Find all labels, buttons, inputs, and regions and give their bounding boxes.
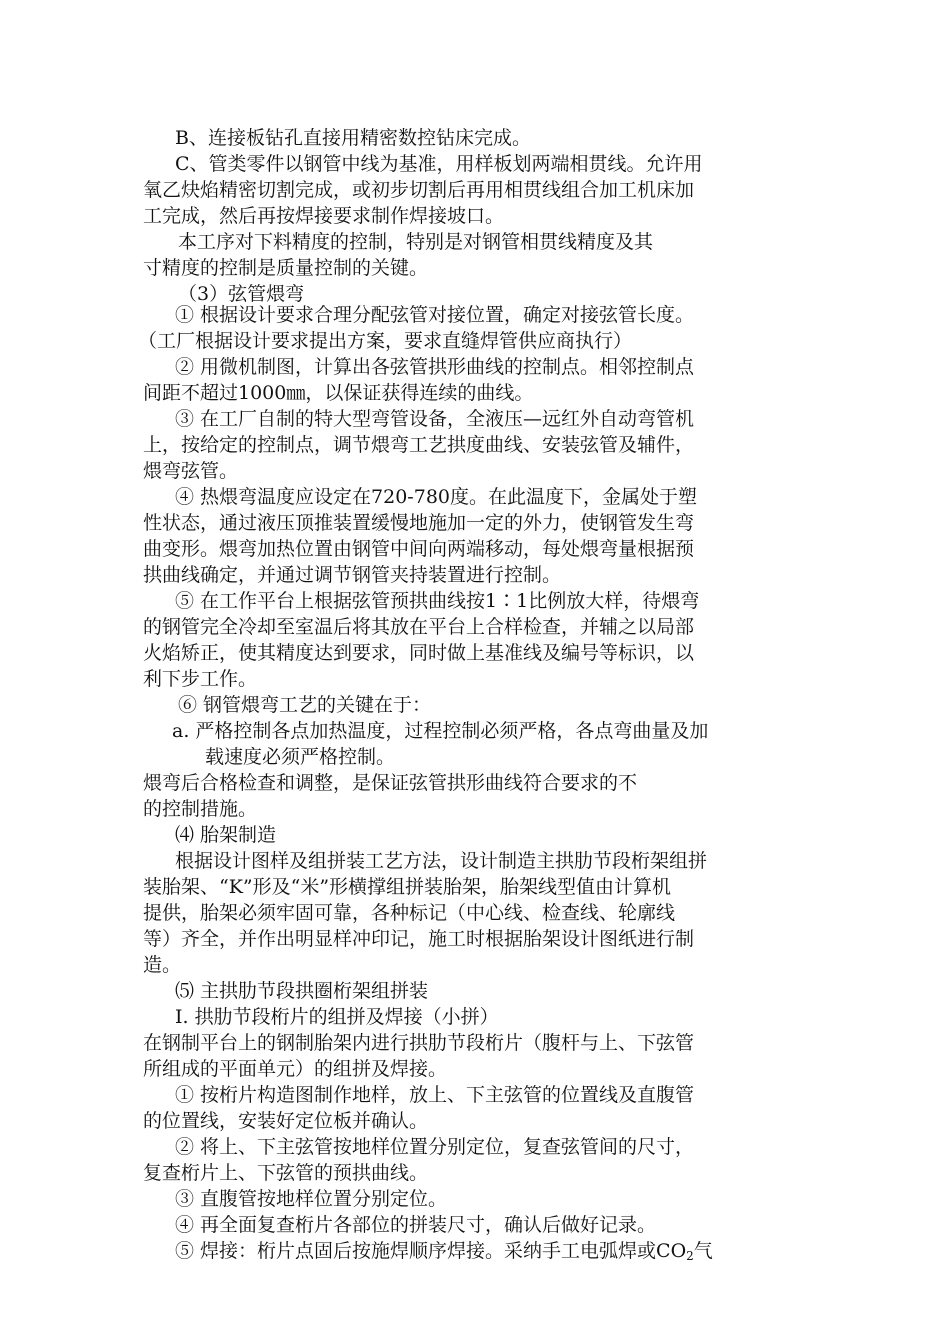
text-line: 提供，胎架必须牢固可靠，各种标记（中心线、检查线、轮廓线 [143,902,676,924]
text-line-last [175,1238,713,1264]
last-line-tail: 气 [693,1240,713,1262]
text-line: （工厂根据设计要求提出方案，要求直缝焊管供应商执行） [138,330,633,352]
text-line: 的位置线，安装好定位板并确认。 [143,1110,429,1132]
section-heading: （3）弦管煨弯 [178,283,305,305]
text-line: a. 严格控制各点加热温度，过程控制必须严格，各点弯曲量及加 [172,720,709,742]
section-heading: ⑸ 主拱肋节段拱圈桁架组拼装 [175,980,429,1002]
text-line: 火焰矫正，使其精度达到要求，同时做上基准线及编号等标识，以 [143,642,695,664]
text-line: 造。 [143,954,182,976]
text-line: ⑥ 钢管煨弯工艺的关键在于： [178,694,432,716]
text-line: 煨弯弦管。 [143,460,239,482]
subscript-digit: 2 [686,1249,694,1263]
text-line: C、管类零件以钢管中线为基准，用样板划两端相贯线。允许用 [175,153,703,175]
text-line: ④ 再全面复查桁片各部位的拼装尺寸，确认后做好记录。 [175,1214,657,1236]
text-line: ③ 在工厂自制的特大型弯管设备，全液压—远红外自动弯管机 [175,408,695,430]
text-line: B、连接板钻孔直接用精密数控钻床完成。 [175,127,531,149]
text-line: 本工序对下料精度的控制，特别是对钢管相贯线精度及其 [178,231,654,253]
text-line: 煨弯后合格检查和调整，是保证弦管拱形曲线符合要求的不 [143,772,638,794]
text-line: 工完成，然后再按焊接要求制作焊接坡口。 [143,205,505,227]
text-line: 所组成的平面单元）的组拼及焊接。 [143,1058,448,1080]
text-line: 间距不超过1000㎜，以保证获得连续的曲线。 [143,382,534,404]
text-line: 根据设计图样及组拼装工艺方法，设计制造主拱肋节段桁架组拼 [175,850,708,872]
text-line: 的控制措施。 [143,798,258,820]
text-line: ① 根据设计要求合理分配弦管对接位置，确定对接弦管长度。 [175,304,695,326]
section-heading: ⑷ 胎架制造 [175,824,277,846]
text-line: ⑤ 在工作平台上根据弦管预拱曲线按1∶1比例放大样，待煨弯 [175,590,700,612]
text-line: 复查桁片上、下弦管的预拱曲线。 [143,1162,429,1184]
subsection-heading: Ⅰ. 拱肋节段桁片的组拼及焊接（小拼） [175,1006,499,1028]
text-line: 载速度必须严格控制。 [205,746,396,768]
text-line: ④ 热煨弯温度应设定在720-780度。在此温度下，金属处于塑 [175,486,697,508]
text-line: 性状态，通过液压顶推装置缓慢地施加一定的外力，使钢管发生弯 [143,512,695,534]
text-line: 曲变形。煨弯加热位置由钢管中间向两端移动，每处煨弯量根据预 [143,538,695,560]
text-line: 装胎架、“K”形及“米”形横撑组拼装胎架，胎架线型值由计算机 [143,876,672,898]
text-line: 在钢制平台上的钢制胎架内进行拱肋节段桁片（腹杆与上、下弦管 [143,1032,695,1054]
text-line: ② 用微机制图，计算出各弦管拱形曲线的控制点。相邻控制点 [175,356,695,378]
text-line: 上，按给定的控制点，调节煨弯工艺拱度曲线、安装弦管及辅件， [143,434,695,456]
text-line: 利下步工作。 [143,668,258,690]
text-line: ② 将上、下主弦管按地样位置分别定位，复查弦管间的尺寸， [175,1136,695,1158]
text-line: 拱曲线确定，并通过调节钢管夹持装置进行控制。 [143,564,562,586]
text-line: ③ 直腹管按地样位置分别定位。 [175,1188,448,1210]
text-line: ① 按桁片构造图制作地样，放上、下主弦管的位置线及直腹管 [175,1084,695,1106]
text-line: 氧乙炔焰精密切割完成，或初步切割后再用相贯线组合加工机床加 [143,179,695,201]
text-line: 等）齐全，并作出明显样冲印记，施工时根据胎架设计图纸进行制 [143,928,695,950]
text-line: 寸精度的控制是质量控制的关键。 [143,257,429,279]
text-line: 的钢管完全冷却至室温后将其放在平台上合样检查，并辅之以局部 [143,616,695,638]
last-line-text: ⑤ 焊接：桁片点固后按施焊顺序焊接。采纳手工电弧焊或CO [175,1240,687,1262]
